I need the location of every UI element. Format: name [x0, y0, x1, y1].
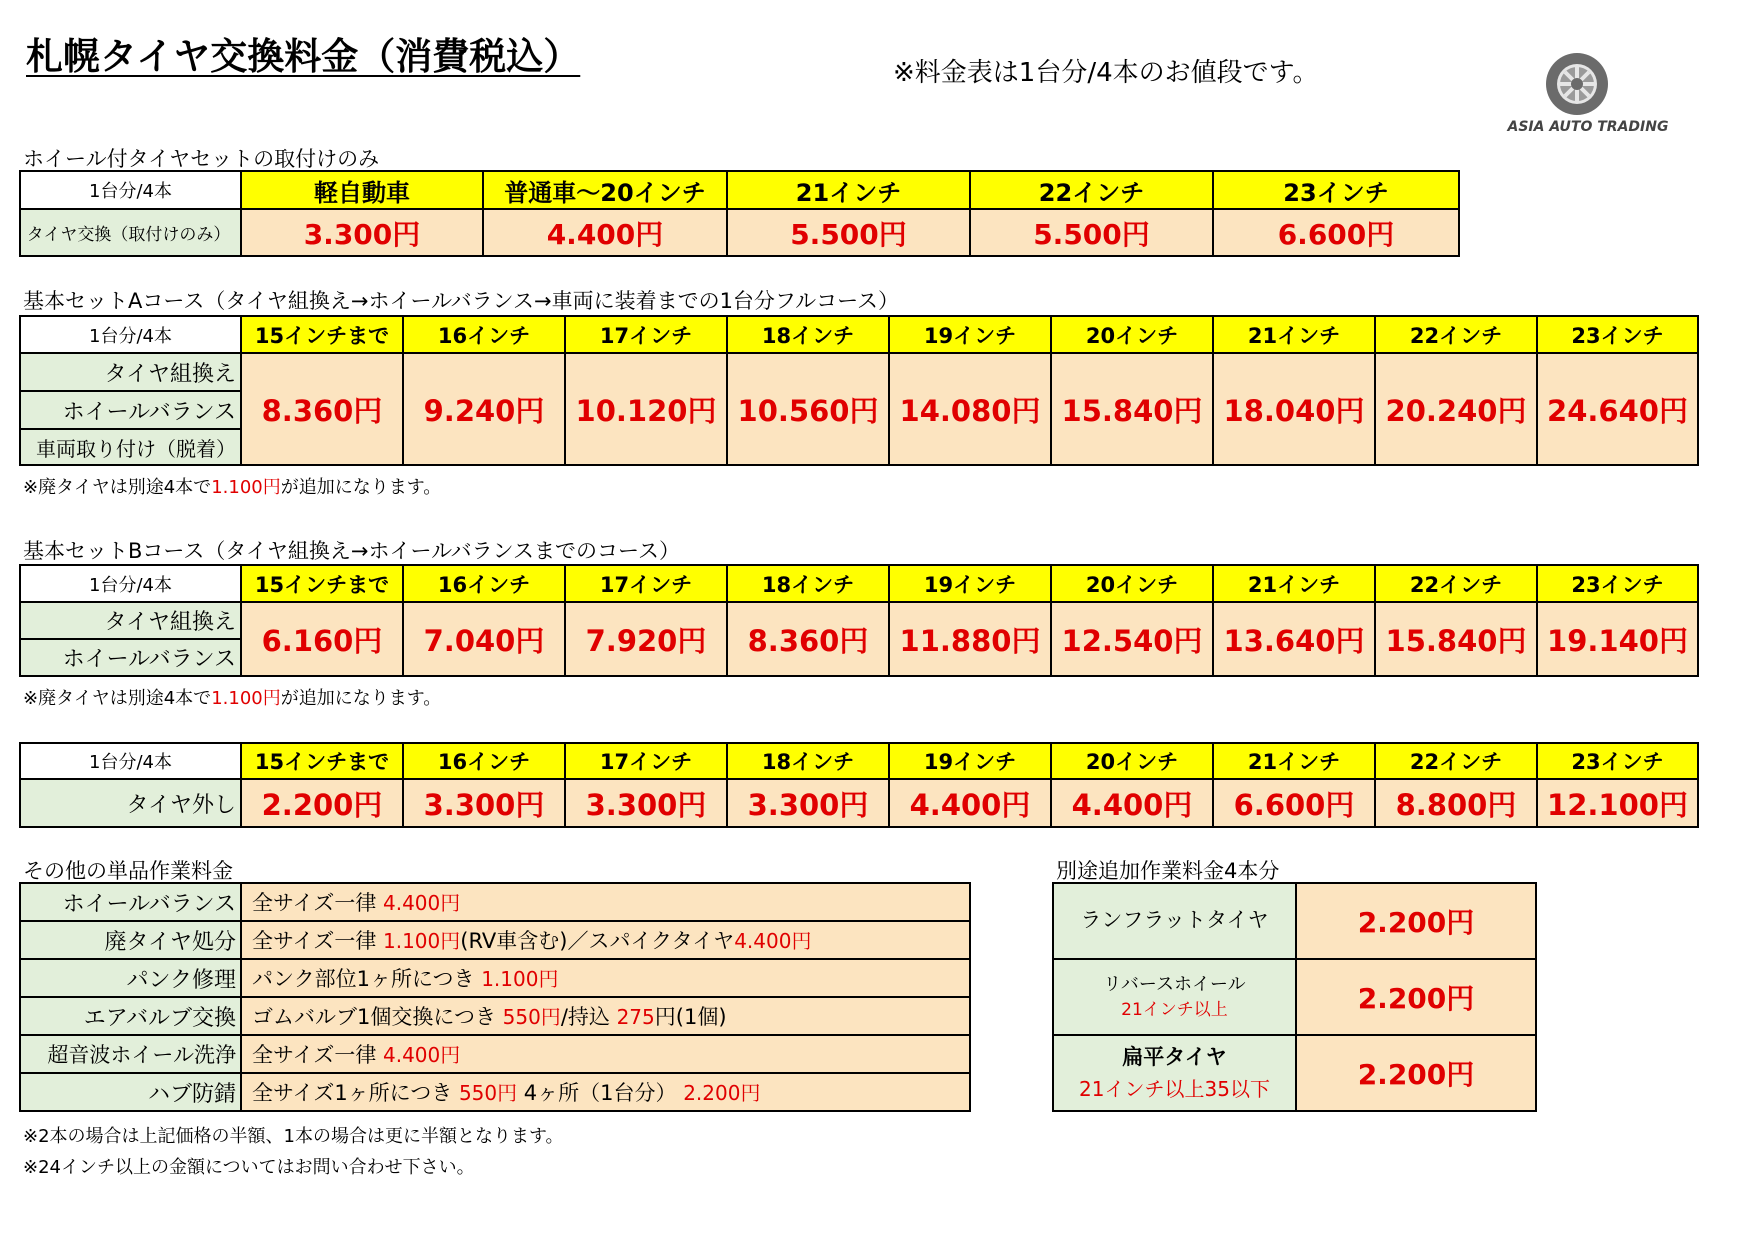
price-cell: 6.600円 [1213, 209, 1459, 256]
unit-label: 1台分/4本 [20, 316, 241, 353]
size-header: 18インチ [727, 743, 889, 779]
footnote: ※24インチ以上の金額についてはお問い合わせ下さい。 [23, 1157, 475, 1178]
price-cell: 12.540円 [1051, 602, 1213, 676]
extra-label: ランフラットタイヤ [1053, 883, 1296, 959]
extra-label: 扁平タイヤ 21インチ以上35以下 [1053, 1035, 1296, 1111]
price-cell: 8.800円 [1375, 779, 1537, 827]
price-cell: 15.840円 [1375, 602, 1537, 676]
header-23: 23インチ [1213, 171, 1459, 209]
logo-text: ASIA AUTO TRADING [1507, 119, 1669, 135]
other-desc: 全サイズ一律 4.400円 [241, 1035, 970, 1073]
price-cell: 12.100円 [1537, 779, 1698, 827]
row-label: タイヤ交換（取付けのみ） [20, 209, 241, 256]
size-header: 22インチ [1375, 743, 1537, 779]
row-label: タイヤ組換え [20, 602, 241, 639]
other-desc: ゴムバルブ1個交換につき 550円/持込 275円(1個) [241, 997, 970, 1035]
extra-label: リバースホイール 21インチ以上 [1053, 959, 1296, 1035]
other-label: 超音波ホイール洗浄 [20, 1035, 241, 1073]
price-cell: 10.560円 [727, 353, 889, 465]
logo [1490, 52, 1690, 142]
price-cell: 19.140円 [1537, 602, 1698, 676]
row-label: タイヤ組換え [20, 353, 241, 391]
unit-label: 1台分/4本 [20, 743, 241, 779]
size-header: 19インチ [889, 316, 1051, 353]
section2-note: ※廃タイヤは別途4本で1.100円が追加になります。 [23, 477, 442, 498]
price-cell: 4.400円 [1051, 779, 1213, 827]
size-header: 16インチ [403, 316, 565, 353]
price-cell: 3.300円 [727, 779, 889, 827]
size-header: 23インチ [1537, 316, 1698, 353]
other-desc: 全サイズ一律 1.100円(RV車含む)／スパイクタイヤ4.400円 [241, 921, 970, 959]
other-label: ハブ防錆 [20, 1073, 241, 1111]
extra-price: 2.200円 [1296, 1035, 1536, 1111]
other-label: 廃タイヤ処分 [20, 921, 241, 959]
size-header: 21インチ [1213, 565, 1375, 602]
price-cell: 13.640円 [1213, 602, 1375, 676]
price-cell: 3.300円 [565, 779, 727, 827]
price-cell: 3.300円 [241, 209, 483, 256]
price-cell: 18.040円 [1213, 353, 1375, 465]
size-header: 20インチ [1051, 743, 1213, 779]
price-cell: 6.160円 [241, 602, 403, 676]
row-label: 車両取り付け（脱着） [20, 429, 241, 465]
price-note: ※料金表は1台分/4本のお値段です。 [893, 58, 1319, 88]
other-label: ホイールバランス [20, 883, 241, 921]
size-header: 21インチ [1213, 743, 1375, 779]
price-cell: 14.080円 [889, 353, 1051, 465]
section2-table [19, 315, 1699, 466]
size-header: 16インチ [403, 743, 565, 779]
price-cell: 11.880円 [889, 602, 1051, 676]
row-label: ホイールバランス [20, 639, 241, 676]
header-22: 22インチ [970, 171, 1213, 209]
price-cell: 2.200円 [241, 779, 403, 827]
other-title: その他の単品作業料金 [23, 859, 233, 883]
price-cell: 24.640円 [1537, 353, 1698, 465]
price-cell: 8.360円 [727, 602, 889, 676]
other-desc: 全サイズ1ヶ所につき 550円 4ヶ所（1台分） 2.200円 [241, 1073, 970, 1111]
size-header: 20インチ [1051, 565, 1213, 602]
size-header: 19インチ [889, 565, 1051, 602]
price-cell: 10.120円 [565, 353, 727, 465]
other-desc: 全サイズ一律 4.400円 [241, 883, 970, 921]
section3-title: 基本セットBコース（タイヤ組換え→ホイールバランスまでのコース） [23, 539, 680, 563]
extra-price: 2.200円 [1296, 959, 1536, 1035]
section1-title: ホイール付タイヤセットの取付けのみ [23, 147, 380, 171]
price-cell: 20.240円 [1375, 353, 1537, 465]
price-cell: 7.040円 [403, 602, 565, 676]
size-header: 15インチまで [241, 743, 403, 779]
size-header: 18インチ [727, 565, 889, 602]
row-label: ホイールバランス [20, 391, 241, 429]
size-header: 17インチ [565, 316, 727, 353]
tire-logo-icon [1490, 52, 1690, 142]
footnote: ※2本の場合は上記価格の半額、1本の場合は更に半額となります。 [23, 1126, 564, 1147]
price-cell: 5.500円 [727, 209, 970, 256]
price-cell: 4.400円 [483, 209, 727, 256]
extra-price: 2.200円 [1296, 883, 1536, 959]
other-table [19, 882, 971, 1112]
size-header: 15インチまで [241, 565, 403, 602]
other-label: パンク修理 [20, 959, 241, 997]
section3-note: ※廃タイヤは別途4本で1.100円が追加になります。 [23, 688, 442, 709]
extra-title: 別途追加作業料金4本分 [1056, 859, 1280, 883]
price-cell: 3.300円 [403, 779, 565, 827]
unit-label: 1台分/4本 [20, 171, 241, 209]
price-cell: 15.840円 [1051, 353, 1213, 465]
page-title: 札幌タイヤ交換料金（消費税込） [26, 35, 581, 78]
size-header: 18インチ [727, 316, 889, 353]
price-cell: 7.920円 [565, 602, 727, 676]
size-header: 22インチ [1375, 316, 1537, 353]
other-desc: パンク部位1ヶ所につき 1.100円 [241, 959, 970, 997]
other-label: エアバルブ交換 [20, 997, 241, 1035]
unit-label: 1台分/4本 [20, 565, 241, 602]
size-header: 22インチ [1375, 565, 1537, 602]
size-header: 23インチ [1537, 743, 1698, 779]
price-cell: 8.360円 [241, 353, 403, 465]
header-kei: 軽自動車 [241, 171, 483, 209]
size-header: 16インチ [403, 565, 565, 602]
price-cell: 5.500円 [970, 209, 1213, 256]
size-header: 21インチ [1213, 316, 1375, 353]
section1-table [19, 170, 1460, 257]
header-normal: 普通車～20インチ [483, 171, 727, 209]
size-header: 23インチ [1537, 565, 1698, 602]
extra-table [1052, 882, 1537, 1112]
price-cell: 9.240円 [403, 353, 565, 465]
section4-table [19, 742, 1699, 828]
size-header: 20インチ [1051, 316, 1213, 353]
price-cell: 6.600円 [1213, 779, 1375, 827]
size-header: 17インチ [565, 743, 727, 779]
section3-table [19, 564, 1699, 677]
size-header: 15インチまで [241, 316, 403, 353]
header-21: 21インチ [727, 171, 970, 209]
section2-title: 基本セットAコース（タイヤ組換え→ホイールバランス→車両に装着までの1台分フルコース） [23, 289, 900, 313]
size-header: 19インチ [889, 743, 1051, 779]
size-header: 17インチ [565, 565, 727, 602]
row-label: タイヤ外し [20, 779, 241, 827]
price-cell: 4.400円 [889, 779, 1051, 827]
